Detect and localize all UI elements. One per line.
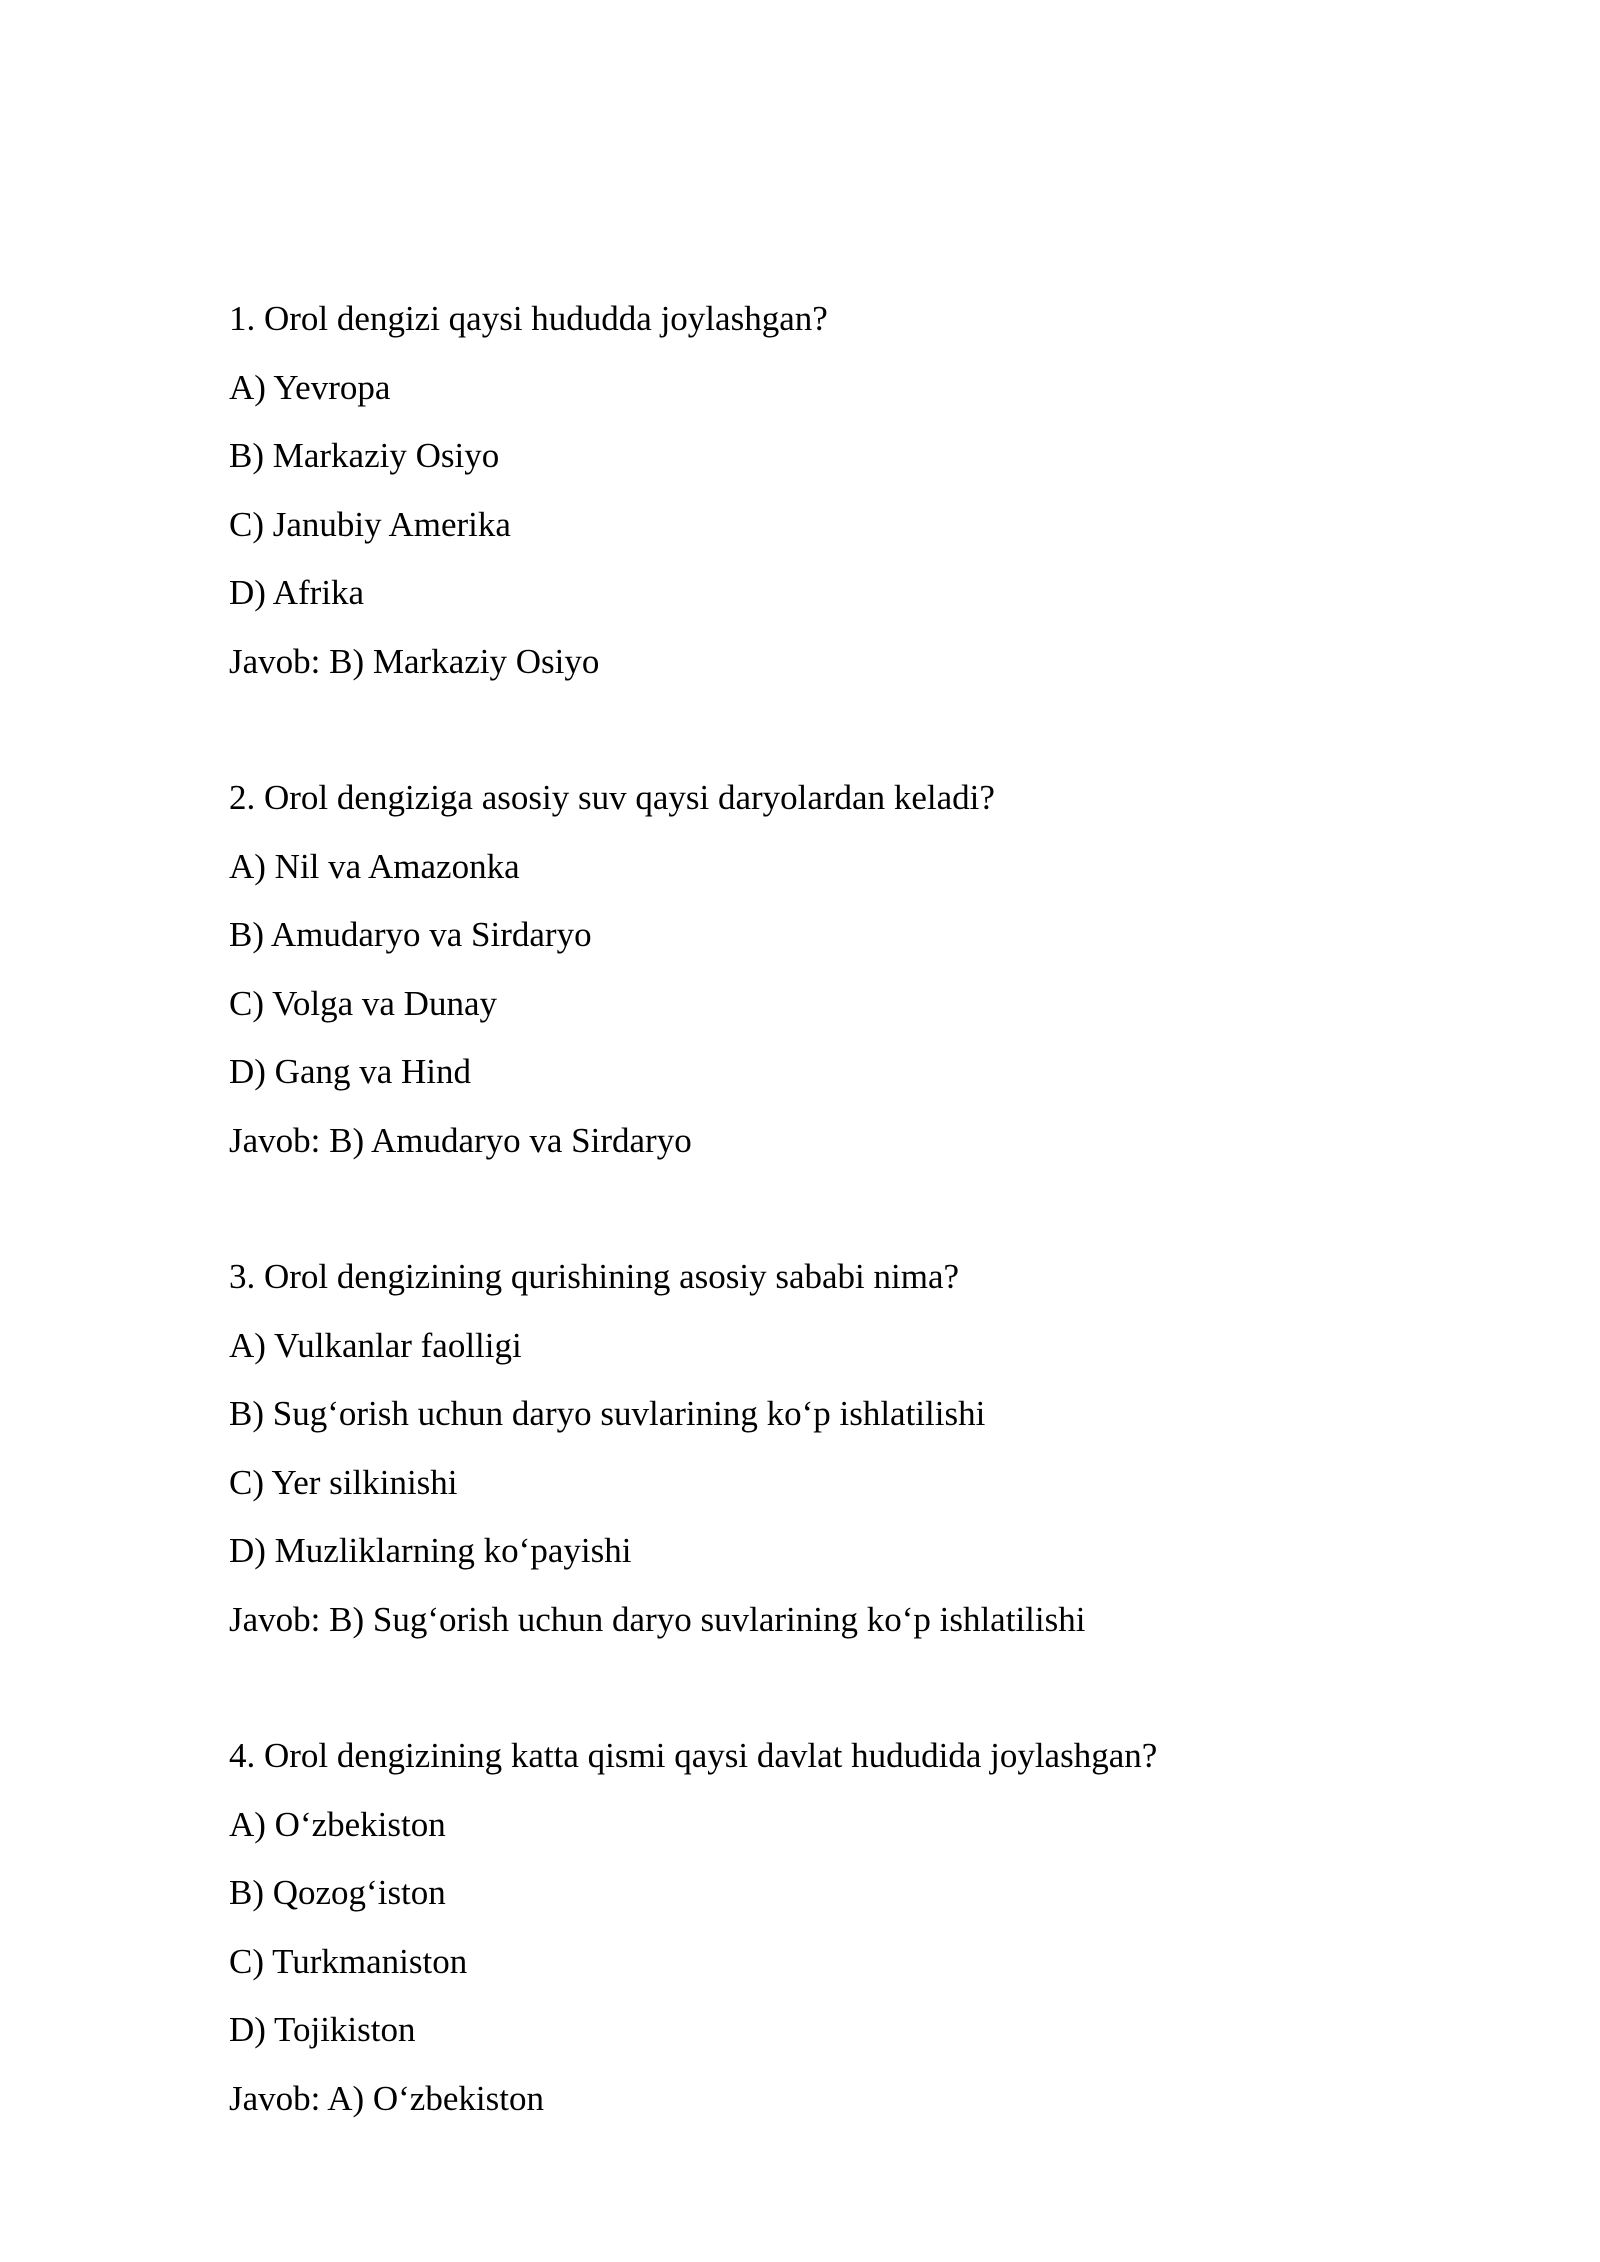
option-b: B) Qozog‘iston <box>229 1873 446 1912</box>
option-a: A) Vulkanlar faolligi <box>229 1325 522 1365</box>
option-b: B) Sug‘orish uchun daryo suvlarining ko‘p ishlatilishi <box>229 1394 986 1433</box>
answer-text: Javob: B) Markaziy Osiyo <box>229 641 600 681</box>
option-c: C) Yer silkinishi <box>229 1462 458 1502</box>
answer-text: Javob: B) Sug‘orish uchun daryo suvlarining ko‘p ishlatilishi <box>229 1599 1086 1639</box>
option-c: C) Janubiy Amerika <box>229 504 511 544</box>
question-block <box>229 1243 1379 1654</box>
answer-text: Javob: B) Amudaryo va Sirdaryo <box>229 1120 692 1160</box>
question-text: 3. Orol dengizining qurishining asosiy sababi nima? <box>229 1257 960 1296</box>
option-d: D) Afrika <box>229 573 365 612</box>
option-b: B) Markaziy Osiyo <box>229 436 500 475</box>
option-a: A) Nil va Amazonka <box>229 846 520 886</box>
question-block <box>229 764 1379 1175</box>
quiz-content <box>229 285 1379 2201</box>
question-block <box>229 1722 1379 2133</box>
option-d: D) Tojikiston <box>229 2010 416 2049</box>
question-text: 1. Orol dengizi qaysi hududda joylashgan? <box>229 299 828 338</box>
option-b: B) Amudaryo va Sirdaryo <box>229 915 592 954</box>
question-block <box>229 285 1379 696</box>
option-c: C) Volga va Dunay <box>229 983 497 1023</box>
question-text: 2. Orol dengiziga asosiy suv qaysi daryolardan keladi? <box>229 778 995 817</box>
option-d: D) Gang va Hind <box>229 1052 472 1091</box>
answer-text: Javob: A) O‘zbekiston <box>229 2078 544 2118</box>
question-text: 4. Orol dengizining katta qismi qaysi davlat hududida joylashgan? <box>229 1736 1158 1775</box>
option-a: A) Yevropa <box>229 367 391 407</box>
option-d: D) Muzliklarning ko‘payishi <box>229 1531 632 1570</box>
option-a: A) O‘zbekiston <box>229 1804 446 1844</box>
option-c: C) Turkmaniston <box>229 1941 468 1981</box>
